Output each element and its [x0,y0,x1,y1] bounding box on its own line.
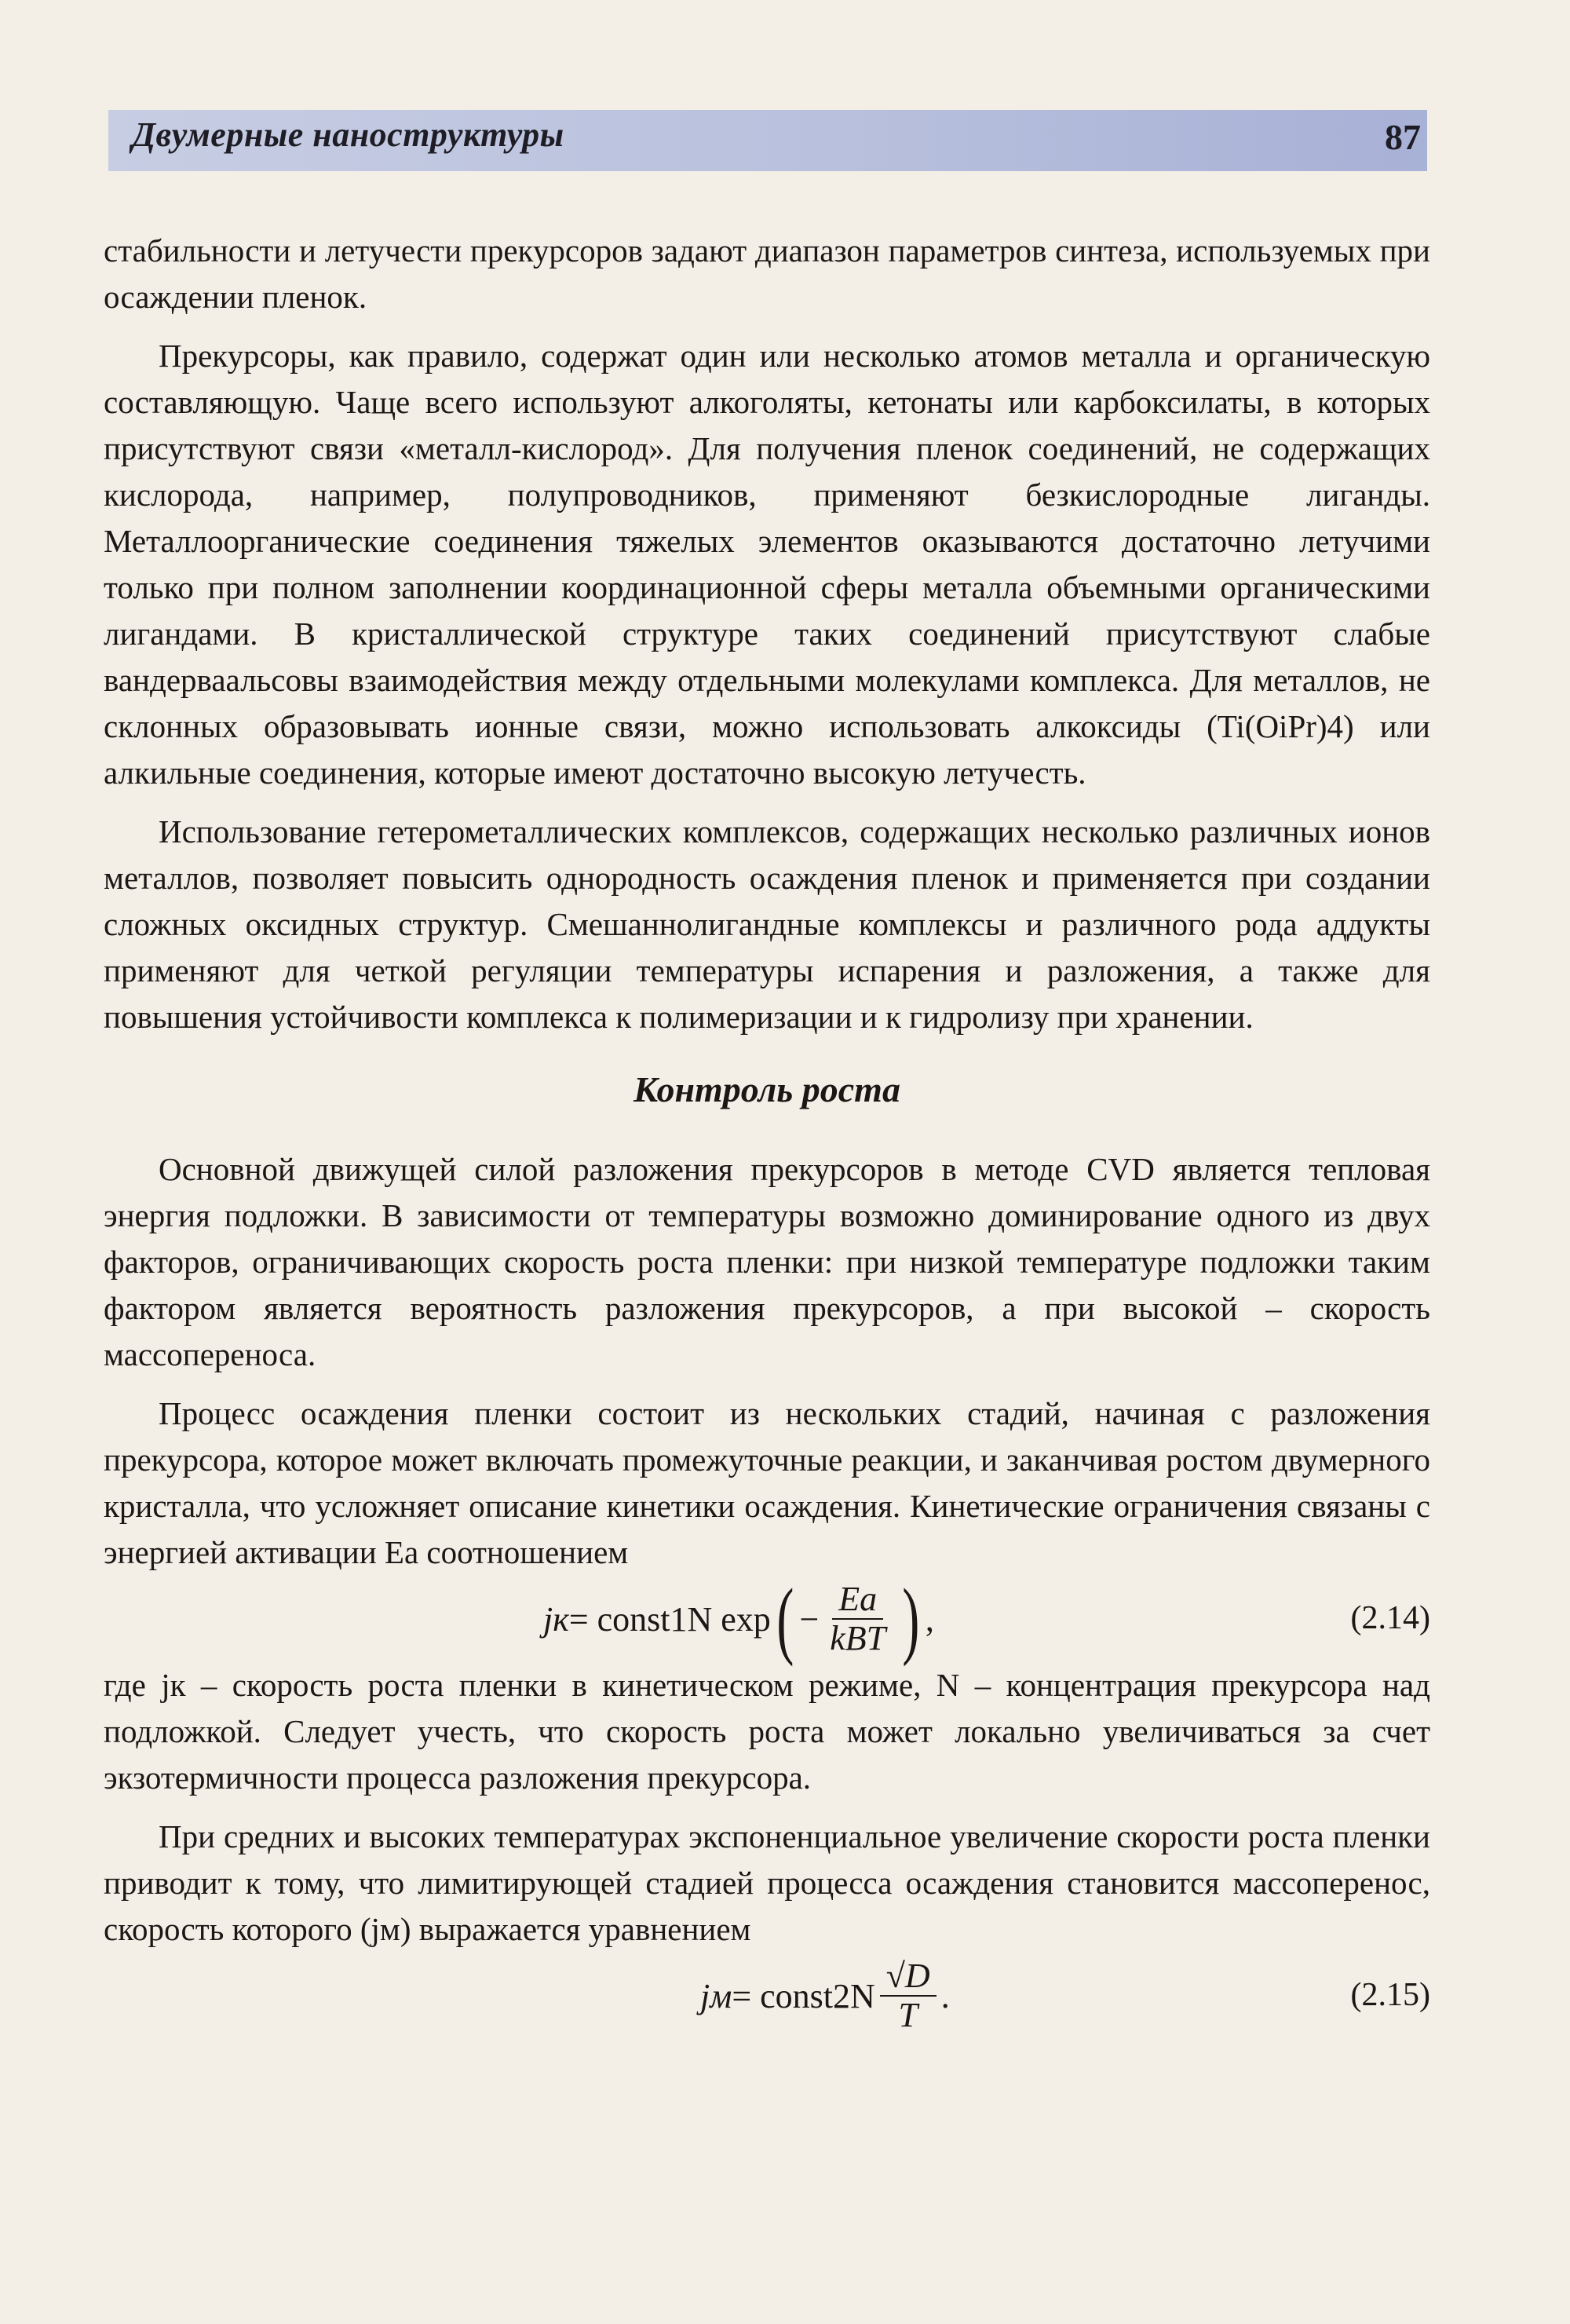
formula-lhs: jк [543,1599,569,1639]
paragraph: Использование гетерометаллических комплексов, содержащих несколько различных ионов металлов, позволяет повысить однородность осаждения пленок и применяется при создании сложных оксидных структур. Смешаннолигандные комплексы и различного рода аддукты применяют для четкой регуляции температуры испарения и разложения, а также для повышения устойчивости комплекса к полимеризации и к гидролизу при хранении. [104,813,1430,1035]
running-header-title: Двумерные наноструктуры [132,115,564,154]
formula: jм = const2N $\frac{√D}{T}$ . [700,1957,950,2034]
formula-eq: = const2N [732,1976,875,2015]
equation-2-15 [104,1953,1430,2039]
paragraph: стабильности и летучести прекурсоров задают диапазон параметров синтеза, используемых при осаждении пленок. [104,232,1430,315]
formula-denominator: kBT [830,1619,886,1657]
paragraph: Процесс осаждения пленки состоит из нескольких стадий, начиная с разложения прекурсора, которое может включать промежуточные реакции, и заканчивая ростом двумерного кристалла, что усложняет описание кинетики осаждения. Кинетические ограничения связаны с энергией активации Ea соотношением [104,1395,1430,1570]
paragraph: где jк – скорость роста пленки в кинетическом режиме, N – концентрация прекурсора над подложкой. Следует учесть, что скорость роста может локально увеличиваться за счет экзотермичности процесса разложения прекурсора. [104,1667,1430,1796]
paragraph: При средних и высоких температурах экспоненциальное увеличение скорости роста пленки приводит к тому, что лимитирующей стадией процесса осаждения становится массоперенос, скорость которого (jм) выражается уравнением [104,1818,1430,1947]
formula-denominator: T [898,1996,918,2034]
section-heading: Контроль роста [633,1069,900,1109]
paragraph: Прекурсоры, как правило, содержат один или несколько атомов металла и органическую составляющую. Чаще всего используют алкоголяты, кетонаты или карбоксилаты, в которых присутствуют связи «металл-кислород». Для получения пленок соединений, не содержащих кислорода, например, полупроводников, применяют безкислородные лиганды. Металлоорганические соединения тяжелых элементов оказываются достаточно летучими только при полном заполнении координационной сферы металла объемными органическими лигандами. В кристаллической структуре таких соединений присутствуют слабые вандерваальсовы взаимодействия между отдельными молекулами комплекса. Для металлов, не склонных образовывать ионные связи, можно использовать алкоксиды (Ti(OiPr)4) или алкильные соединения, которые имеют достаточно высокую летучесть. [104,338,1430,791]
formula-fraction [880,1957,937,2034]
equation-number: (2.14) [1350,1600,1430,1636]
formula-eq: = const1N exp [568,1599,771,1639]
formula: jк = const1N exp ( − $\frac{Ea}{\text{kBT}}$ ) , [543,1571,934,1667]
page-number: 87 [1385,117,1421,157]
formula-numerator: Ea [832,1580,883,1620]
formula-numerator: √D [880,1957,937,1997]
formula-lhs: jм [700,1976,732,2015]
paragraph: Основной движущей силой разложения прекурсоров в методе CVD является тепловая энергия подложки. В зависимости от температуры возможно доминирование одного из двух факторов, ограничивающих скорость роста пленки: при низкой температуре подложки таким фактором является вероятность разложения прекурсоров, а при высокой – скорость массопереноса. [104,1151,1430,1372]
equation-2-14 [104,1571,1430,1667]
body-text [104,228,1430,2039]
formula-fraction [823,1580,892,1657]
equation-number: (2.15) [1350,1977,1430,2013]
